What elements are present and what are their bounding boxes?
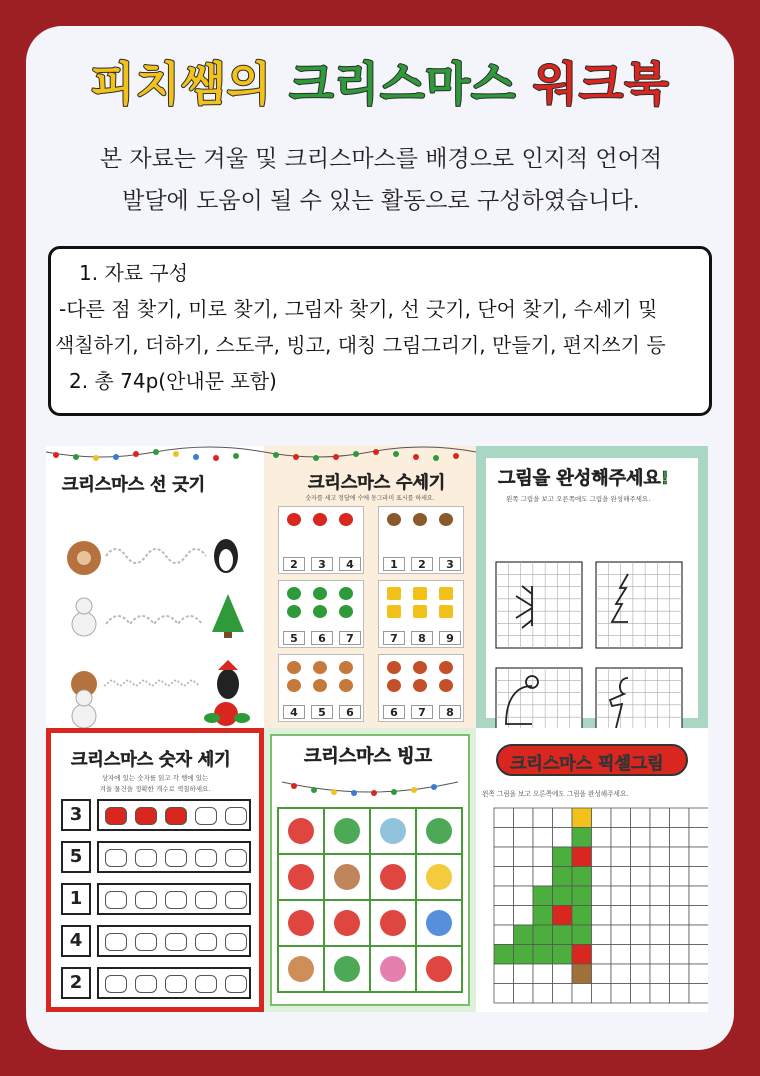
info-line-3: 색칠하기, 더하기, 스도쿠, 빙고, 대칭 그림그리기, 만들기, 편지쓰기 등 [55,333,666,357]
preview-pixel-art [476,728,708,1012]
counting-box [378,506,464,574]
counting-answer-number[interactable]: 3 [311,557,333,571]
counting-item-icon [439,513,453,526]
winter-item-icon[interactable] [195,933,217,951]
count-items-row [97,967,251,999]
string-lights-icon [264,446,476,466]
counting-item-icon [287,679,301,692]
preview-complete-picture-subtitle: 왼쪽 그림을 보고 오른쪽에도 그림을 완성해주세요. [506,495,651,503]
counting-item-icon [439,679,453,692]
count-items-row [97,799,251,831]
counting-answer-number[interactable]: 6 [311,631,333,645]
contents-info-box [48,246,712,416]
winter-item-icon[interactable] [135,849,157,867]
preview-counting [264,446,476,728]
count-items-row [97,925,251,957]
counting-answer-number[interactable]: 6 [383,705,405,719]
counting-box [278,580,364,648]
preview-complete-picture-title: 그림을 완성해주세요! [498,468,669,489]
counting-item-icon [439,587,453,600]
count-number-box: 2 [61,967,91,999]
counting-item-icon [413,513,427,526]
counting-answer-number[interactable]: 4 [283,705,305,719]
counting-item-icon [339,605,353,618]
page-card [26,26,734,1050]
winter-item-icon[interactable] [165,933,187,951]
preview-number-count [46,728,264,1012]
tree-icon [212,594,244,632]
counting-item-icon [413,587,427,600]
winter-item-icon[interactable] [105,891,127,909]
counting-answer-number[interactable]: 7 [411,705,433,719]
winter-item-icon[interactable] [195,975,217,993]
counting-answer-number[interactable]: 5 [283,631,305,645]
counting-answer-number[interactable]: 7 [339,631,361,645]
counting-item-icon [287,605,301,618]
counting-answer-number[interactable]: 1 [383,557,405,571]
winter-item-icon[interactable] [135,891,157,909]
counting-answer-number[interactable]: 8 [439,705,461,719]
counting-item-icon [387,605,401,618]
counting-answer-number[interactable]: 6 [339,705,361,719]
snowman-icon-2 [72,704,96,728]
info-line-1: 1. 자료 구성 [79,261,189,285]
counting-box [378,580,464,648]
preview-line-drawing [46,446,264,728]
title-part-1: 피치쌤의 [90,57,273,111]
count-number-box: 5 [61,841,91,873]
winter-item-icon[interactable] [225,891,247,909]
counting-answer-number[interactable]: 8 [411,631,433,645]
winter-item-icon[interactable] [225,975,247,993]
intro-line-2: 발달에 도움이 될 수 있는 활동으로 구성하였습니다. [122,188,640,214]
flower-icon [214,702,238,726]
counting-answer-number[interactable]: 4 [339,557,361,571]
counting-answer-number[interactable]: 9 [439,631,461,645]
counting-item-icon [313,513,327,526]
winter-item-icon[interactable] [135,975,157,993]
winter-item-icon[interactable] [165,849,187,867]
count-items-row [97,841,251,873]
pixel-grid [476,728,708,1012]
preview-complete-picture [476,446,708,728]
preview-bingo-title: 크리스마스 빙고 [304,746,432,767]
snowman-icon [72,612,96,636]
count-number-box: 1 [61,883,91,915]
preview-pixel-art-title: 크리스마스 픽셀그림 [510,754,664,774]
winter-item-icon[interactable] [225,849,247,867]
info-line-2: -다른 점 찾기, 미로 찾기, 그림자 찾기, 선 긋기, 단어 찾기, 수세기 및 [59,297,658,321]
preview-pixel-art-subtitle: 왼쪽 그림을 보고 오른쪽에도 그림을 완성해주세요. [482,790,629,798]
counting-item-icon [287,661,301,674]
count-number-box: 3 [61,799,91,831]
title-part-2: 크리스마스 [289,57,517,111]
counting-item-icon [387,679,401,692]
info-line-4: 2. 총 74p(안내문 포함) [69,369,277,393]
winter-item-icon[interactable] [225,807,247,825]
symmetry-grids [476,446,708,728]
winter-item-icon[interactable] [165,891,187,909]
counting-item-icon [313,587,327,600]
counting-item-icon [339,679,353,692]
counting-item-icon [313,679,327,692]
preview-counting-subtitle: 숫자를 세고 정답에 수에 동그라미 표시를 하세요. [305,495,435,502]
winter-item-icon[interactable] [165,807,187,825]
count-number-box: 4 [61,925,91,957]
counting-answer-number[interactable]: 2 [411,557,433,571]
counting-item-icon [339,513,353,526]
counting-answer-number[interactable]: 7 [383,631,405,645]
bingo-board [264,728,476,1012]
winter-item-icon[interactable] [105,849,127,867]
intro-text [66,138,696,222]
counting-item-icon [339,661,353,674]
counting-box [378,654,464,722]
counting-item-icon [387,661,401,674]
title-part-3: 워크북 [533,57,670,111]
counting-answer-number[interactable]: 5 [311,705,333,719]
winter-item-icon[interactable] [195,891,217,909]
line-tracing-paths [46,446,264,728]
counting-answer-number[interactable]: 2 [283,557,305,571]
preview-line-drawing-title: 크리스마스 선 긋기 [62,475,206,495]
penguin-icon-2 [217,669,239,699]
counting-item-icon [287,587,301,600]
counting-item-icon [339,587,353,600]
counting-box [278,654,364,722]
winter-item-icon[interactable] [105,975,127,993]
counting-answer-number[interactable]: 3 [439,557,461,571]
counting-item-icon [313,605,327,618]
counting-item-icon [413,605,427,618]
winter-item-icon[interactable] [105,807,127,825]
winter-item-icon[interactable] [135,933,157,951]
counting-item-icon [387,513,401,526]
counting-item-icon [287,513,301,526]
counting-item-icon [439,661,453,674]
count-items-row [97,883,251,915]
page-title [26,48,734,114]
winter-item-icon[interactable] [195,807,217,825]
winter-item-icon[interactable] [225,933,247,951]
preview-number-count-subtitle-2: 겨울 물건을 정확한 개수로 색칠하세요. [99,785,211,793]
intro-line-1: 본 자료는 겨울 및 크리스마스를 배경으로 인지적 언어적 [99,146,663,172]
winter-item-icon[interactable] [105,933,127,951]
counting-item-icon [387,587,401,600]
counting-item-icon [413,661,427,674]
counting-item-icon [439,605,453,618]
winter-item-icon[interactable] [165,975,187,993]
preview-counting-title: 크리스마스 수세기 [308,473,446,493]
winter-item-icon[interactable] [195,849,217,867]
counting-item-icon [313,661,327,674]
preview-number-count-title: 크리스마스 숫자 세기 [71,750,231,770]
preview-number-count-subtitle-1: 상자에 있는 숫자를 읽고 각 행에 있는 [101,774,209,782]
counting-box [278,506,364,574]
counting-item-icon [413,679,427,692]
winter-item-icon[interactable] [135,807,157,825]
preview-bingo [264,728,476,1012]
